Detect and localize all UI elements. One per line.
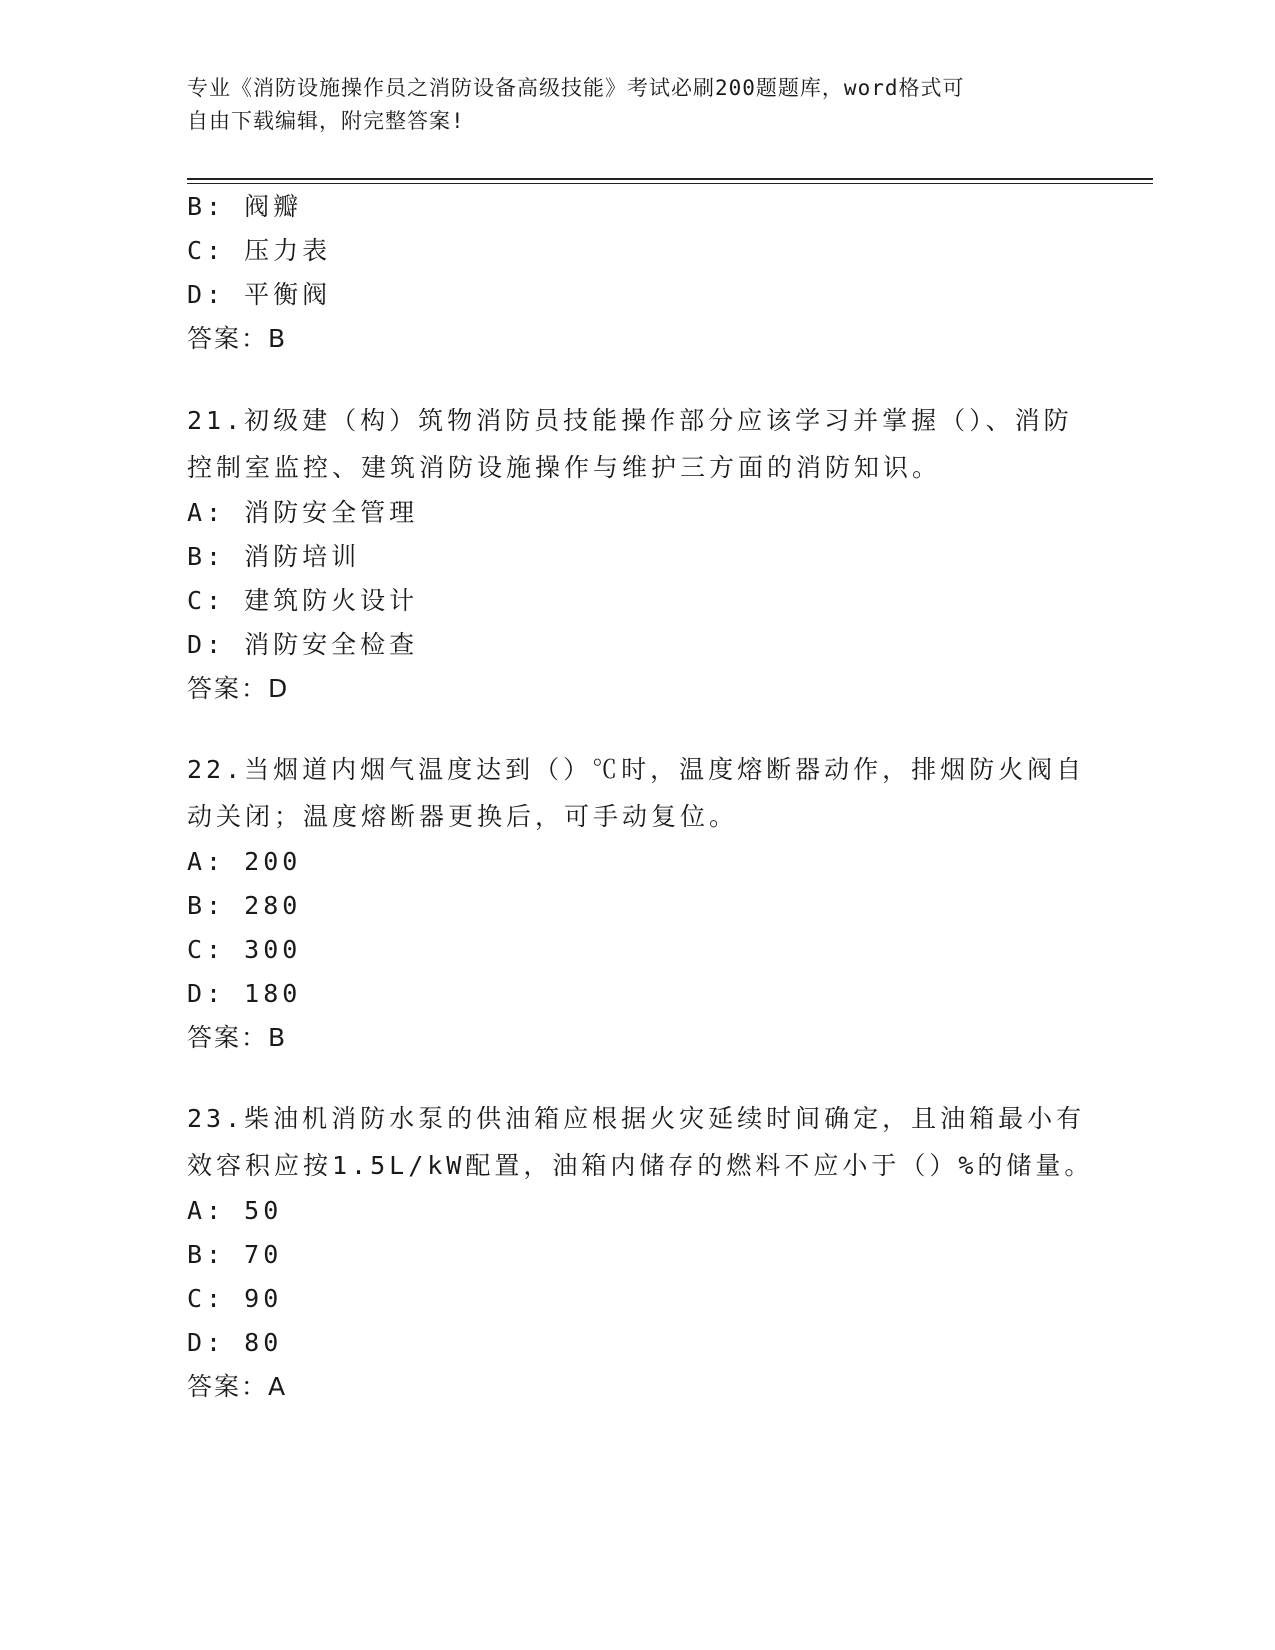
option-b: B: 70	[187, 1240, 283, 1269]
header-line-2: 自由下载编辑，附完整答案!	[187, 109, 465, 133]
question-text-line-2: 控制室监控、建筑消防设施操作与维护三方面的消防知识。	[187, 453, 942, 482]
option-d: D: 平衡阀	[187, 280, 332, 309]
question-text-line-2: 效容积应按1.5L/kW配置，油箱内储存的燃料不应小于（）%的储量。	[187, 1151, 1094, 1180]
question-text-line-1: 23.柴油机消防水泵的供油箱应根据火灾延续时间确定，且油箱最小有	[187, 1104, 1086, 1133]
question-text-line-1: 21.初级建（构）筑物消防员技能操作部分应该学习并掌握（）、消防	[187, 406, 1073, 435]
question-text-line-1: 22.当烟道内烟气温度达到（）℃时，温度熔断器动作，排烟防火阀自	[187, 755, 1086, 784]
option-a: A: 消防安全管理	[187, 498, 419, 527]
option-c: C: 建筑防火设计	[187, 586, 419, 615]
option-d: D: 180	[187, 979, 302, 1008]
document-header	[187, 72, 1077, 138]
option-a: A: 50	[187, 1196, 283, 1225]
option-c: C: 90	[187, 1284, 283, 1313]
option-b: B: 消防培训	[187, 542, 361, 571]
option-b: B: 阀瓣	[187, 192, 303, 221]
question-text-line-2: 动关闭；温度熔断器更换后，可手动复位。	[187, 802, 739, 831]
header-line-1: 专业《消防设施操作员之消防设备高级技能》考试必刷200题题库，word格式可	[187, 76, 965, 100]
option-c: C: 300	[187, 935, 302, 964]
header-divider-thin	[187, 183, 1153, 184]
answer-line: 答案：B	[187, 1023, 288, 1052]
answer-line: 答案：B	[187, 324, 288, 353]
option-a: A: 200	[187, 847, 302, 876]
option-d: D: 80	[187, 1328, 283, 1357]
answer-line: 答案：A	[187, 1372, 288, 1401]
option-c: C: 压力表	[187, 236, 332, 265]
option-d: D: 消防安全检查	[187, 630, 419, 659]
option-b: B: 280	[187, 891, 302, 920]
header-divider-thick	[187, 178, 1153, 180]
answer-line: 答案：D	[187, 674, 290, 703]
